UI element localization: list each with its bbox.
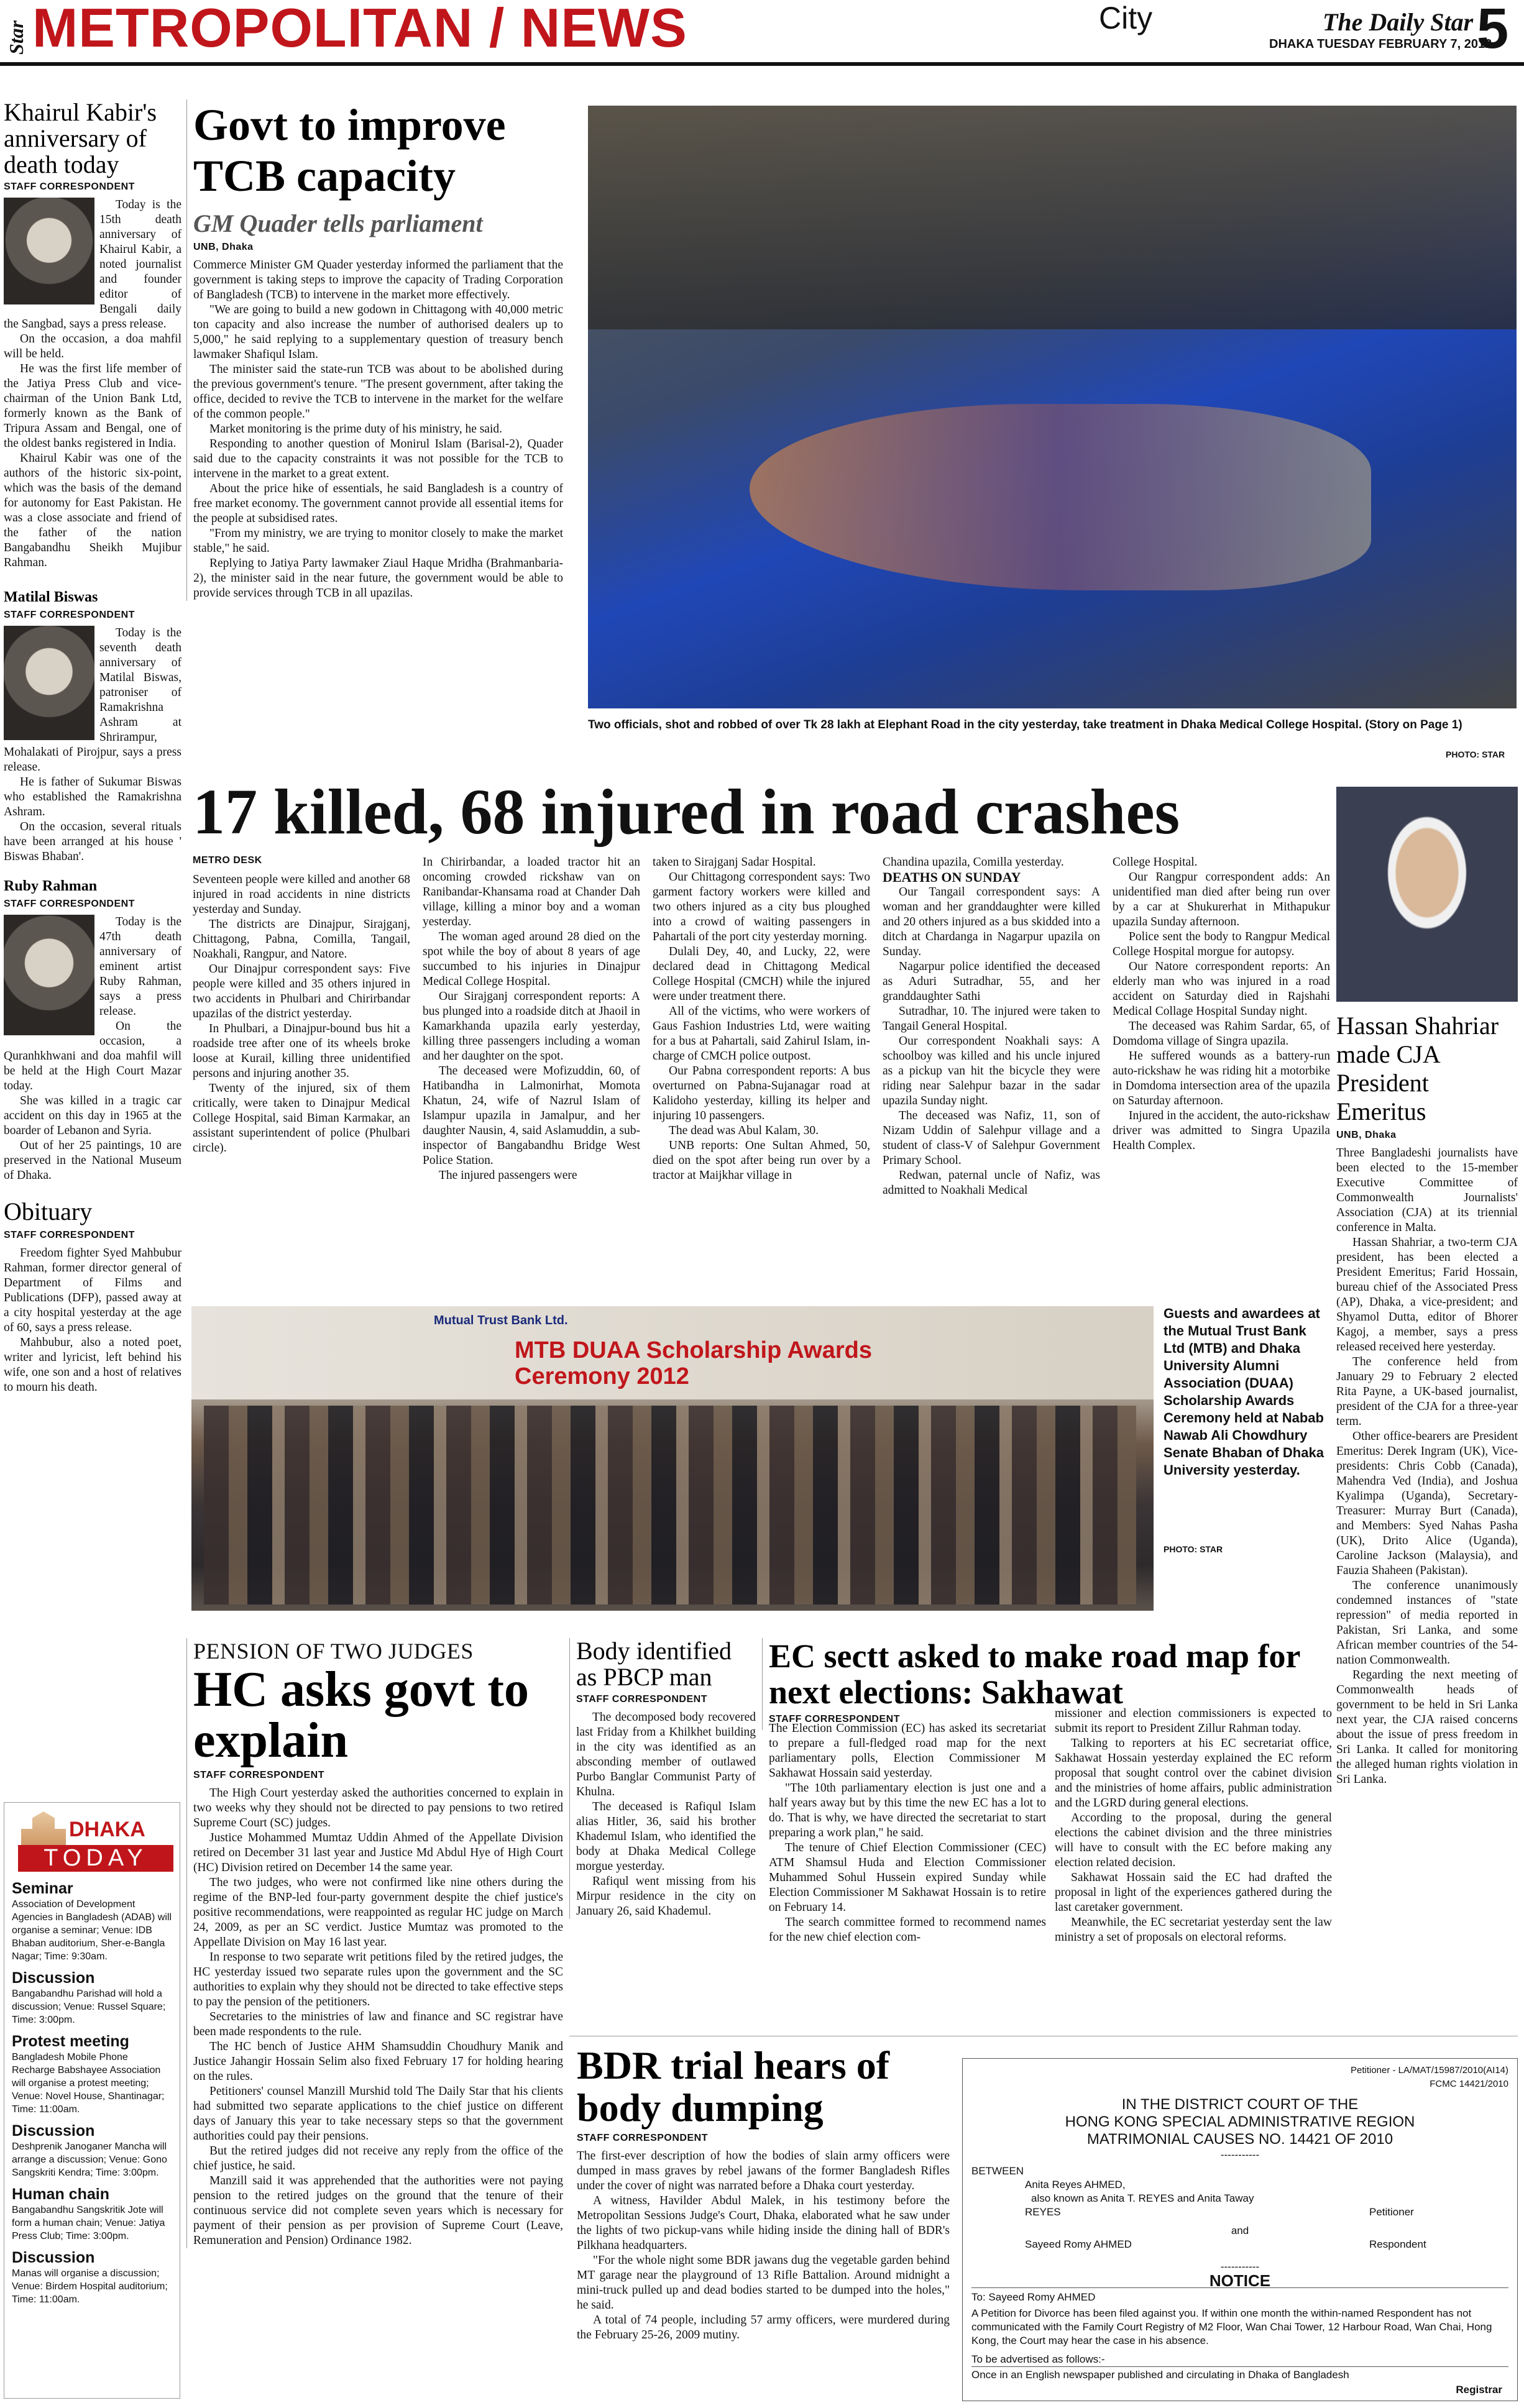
respondent-name: Sayeed Romy AHMED (1025, 2238, 1132, 2250)
bdr-para: "For the whole night some BDR jawans dug the vegetable garden behind MT garage near the playground of 13 Rifle Battalion. Around midnight a mini-truck pulled up and dead bodies started to be dumped into the holes," he said. (577, 2254, 950, 2312)
section-title: METROPOLITAN / NEWS (32, 0, 687, 58)
matilal-headline: Matilal Biswas (4, 589, 98, 605)
tcb-para: Responding to another question of Monirul Islam (Barisal-2), Quader said due to the capacity constraints it was not possible for the TCB to intervene in the market to a great extent. (193, 437, 563, 480)
hc-headline: HC asks govt to explain (193, 1662, 530, 1768)
ec-para: The search committee formed to recommend names for the new chief election com- (769, 1916, 1046, 1944)
event-type: Discussion (12, 1969, 95, 1987)
body-byline: STAFF CORRESPONDENT (576, 1694, 707, 1705)
dhaka-today-box (4, 1802, 180, 2399)
notice-advertise-detail: Once in an English newspaper published and circulating in Dhaka of Bangladesh (971, 2366, 1508, 2382)
ec-byline: STAFF CORRESPONDENT (769, 1714, 900, 1724)
obituary-para: Freedom fighter Syed Mahbubur Rahman, former director general of Department of Films and Publications (DFP), passed away at a city hospital yesterday at the age of 60, says a press release. (4, 1247, 181, 1334)
notice-court-3: MATRIMONIAL CAUSES NO. 14421 OF 2010 (1086, 2131, 1393, 2148)
notice-advertise: To be advertised as follows:- (971, 2353, 1105, 2365)
event-details: Association of Development Agencies in Bangladesh (ADAB) will organise a seminar; Venue: IDB Bhaban auditorium, Sher-e-Bangla Nagar; Time: 9:30am. (12, 1899, 172, 1962)
crash-para: UNB reports: One Sultan Ahmed, 50, died on the spot after being run over by a tractor at Maijkhar village in (653, 1139, 870, 1182)
notice-between: BETWEEN (971, 2165, 1024, 2177)
notice-dashes2: ----------- (1220, 2261, 1260, 2273)
ec-headline: EC sectt asked to make road map for next elections: Sakhawat (769, 1637, 1300, 1711)
ec-para: The Election Commission (EC) has asked its secretariat to prepare a full-fledged road map for the next parliamentary polls, Election Commissioner M Sakhawat Hossain said yesterday. (769, 1722, 1046, 1780)
scholarship-credit: PHOTO: STAR (1164, 1544, 1223, 1554)
dhaka-today-logo (12, 1811, 172, 1874)
khairul-headline: Khairul Kabir's anniversary of death today (4, 98, 157, 178)
cja-para: Other office-bearers are President Emeritus: Derek Ingram (UK), Vice-presidents: Chris Cobb (Canada), Mahendra Ved (India), and Joshua Kyalimpa (Uganda), Secretary-Treasurer: Murray Burt (Canada), and Members: Syed Nahas Pasha (UK), Drito Alice (Uganda), Caroline Jackson (Malaysia), and Fauzia Shaheen (Pakistan). (1336, 1430, 1518, 1577)
notice-dashes: ----------- (1220, 2149, 1260, 2161)
crash-para: Injured in the accident, the auto-rickshaw driver was admitted to Singra Upazila Health Complex. (1113, 1109, 1330, 1152)
bdr-para: A total of 74 people, including 57 army officers, were murdered during the February 25-26, 2009 mutiny. (577, 2314, 950, 2342)
scholarship-photo (191, 1306, 1154, 1611)
event-type: Seminar (12, 1880, 73, 1897)
bdr-story (577, 2044, 950, 2343)
ruby-headline: Ruby Rahman (4, 878, 98, 894)
crash-para: Chandina upazila, Comilla yesterday. (883, 856, 1064, 869)
hc-kicker: PENSION OF TWO JUDGES (193, 1639, 474, 1664)
crash-column (653, 855, 870, 1183)
bdr-para: A witness, Havilder Abdul Malek, in his testimony before the Metropolitan Sessions Judge's Court, Dhaka, elaborated what he saw under the lights of two pickup-vans while hiding inside the dining hall of BDR's Pilkhana headquarters. (577, 2194, 950, 2252)
hc-para: The two judges, who were not confirmed like nine others during the regime of the BNP-led four-party government despite the chief justice's positive recommendations, were reappointed as regular HC judge on March 24, 2009, as per an SC verdict. Justice Mumtaz was promoted to the Appellate Division on May 16 last year. (193, 1876, 563, 1949)
photo-banner (191, 1306, 1154, 1399)
masthead-rule (0, 62, 1524, 66)
respondent-label: Respondent (1369, 2238, 1426, 2250)
body-para: Rafiqul went missing from his Mirpur residence in the city on January 26, said Khademul. (576, 1875, 756, 1918)
crash-para: The districts are Dinajpur, Sirajganj, Chittagong, Pabna, Comilla, Tangail, Noakhali, Rangpur, and Natore. (193, 918, 410, 961)
crash-story-body (193, 855, 1330, 1284)
photo-people (204, 1406, 1136, 1605)
crash-para: Redwan, paternal uncle of Nafiz, was admitted to Noakhali Medical (883, 1169, 1100, 1197)
matilal-para: On the occasion, several rituals have been arranged at his house ' Biswas Bhaban'. (4, 820, 181, 863)
crash-column (193, 872, 410, 1156)
hc-para: The HC bench of Justice AHM Shamsuddin Choudhury Manik and Justice Jahangir Hossain Selim also fixed February 17 for holding hearing on the rules. (193, 2040, 563, 2083)
khairul-byline: STAFF CORRESPONDENT (4, 181, 135, 192)
cja-story (1336, 787, 1518, 1787)
crash-column (883, 855, 1100, 1198)
event-details: Manas will organise a discussion; Venue: Birdem Hospital auditorium; Time: 11:00am. (12, 2268, 168, 2305)
crash-para: College Hospital. (1113, 856, 1198, 869)
ec-para: The tenure of Chief Election Commissioner (CEC) ATM Shamsul Huda and Election Commissioner Muhammed Sohul Hussein expired Sunday while Election Commissioner M Sakhawat Hossain is to retire on February 14. (769, 1841, 1046, 1914)
hc-para: Justice Mohammed Mumtaz Uddin Ahmed of the Appellate Division retired on December 31 last year and Justice Md Abdul Hye of High Court (HC) Division retired on December 14 the same year. (193, 1831, 563, 1874)
dhaka-today-title-bottom: TODAY (18, 1845, 173, 1872)
tcb-para: Commerce Minister GM Quader yesterday informed the parliament that the government is taking steps to improve the capacity of Trading Corporation of Bangladesh (TCB) to intervene in the market more effectively. (193, 259, 563, 301)
khairul-para: Khairul Kabir was one of the authors of the historic six-point, which was the basis of the demand for autonomy for East Pakistan. He was a close associate and friend of the father of the nation Bangabandhu Sheikh Mujibur Rahman. (4, 452, 181, 569)
paper-name: The Daily Star (1323, 8, 1474, 36)
notice-court-2: HONG KONG SPECIAL ADMINISTRATIVE REGION (1065, 2113, 1415, 2130)
notice-and: and (1231, 2225, 1249, 2236)
banner-title: MTB DUAA Scholarship Awards Ceremony 2012 (515, 1337, 873, 1389)
obituary-byline: STAFF CORRESPONDENT (4, 1230, 135, 1240)
obituary-headline: Obituary (4, 1197, 93, 1225)
tcb-subhead: GM Quader tells parliament (193, 209, 483, 237)
ec-story (762, 1637, 1334, 1944)
event-details: Bangladesh Mobile Phone Recharge Babshayee Association will organise a protest meeting; Venue: Novel House, Shantinagar; Time: 11:00am. (12, 2052, 165, 2115)
body-para: The decomposed body recovered last Friday from a Khilkhet building in the city was identified as an absconding member of outlawed Purbo Banglar Communist Party of Khulna. (576, 1711, 756, 1798)
bdr-para: The first-ever description of how the bodies of slain army officers were dumped in mass graves by rebel jawans of the former Bangladesh Rifles under the cover of night was narrated before a Dhaka court yesterday. (577, 2149, 950, 2192)
crash-para: Nagarpur police identified the deceased as Aduri Sutradhar, 55, and her granddaughter Sathi (883, 960, 1100, 1003)
bdr-headline: BDR trial hears of body dumping (577, 2043, 890, 2130)
cja-para: The conference unanimously condemned instances of "state repression" of media reported in Pakistan, Sri Lanka, and some African member countries of the 54-nation Commonwealth. (1336, 1579, 1518, 1667)
khairul-para: Today is the 15th death anniversary of Khairul Kabir, a noted journalist and founder editor of Bengali daily the Sangbad, says a press release. (4, 198, 181, 331)
hc-para: In response to two separate writ petitions filed by the retired judges, the HC yesterday issued two separate rules upon the government and the SC authorities to explain why they should not be directed to take effective steps to pay the pension of the petitioners. (193, 1951, 563, 2008)
ec-para: "The 10th parliamentary election is just one and a half years away but by this time the new EC has a lot to do. That is why, we have directed the secretariat to start preparing a work plan," he said. (769, 1782, 1046, 1839)
notice-body: A Petition for Divorce has been filed against you. If within one month the within-named Respondent has not communicated with the Family Court Registry of M2 Floor, Wan Chai Tower, 12 Harbour Road, Wan Chai, Hong Kong, the Court may hear the case in his absence. (971, 2307, 1492, 2346)
ruby-portrait (4, 915, 94, 1035)
event-type: Discussion (12, 2122, 95, 2140)
crash-para: In Phulbari, a Dinajpur-bound bus hit a roadside tree after one of its wheels broke loose at Kurail, killing three unidentified persons and injuring another 35. (193, 1022, 410, 1080)
cja-para: Hassan Shahriar, a two-term CJA president, has been elected a President Emeritus; Farid Hossain, bureau chief of the Associated Press (AP), Dhaka, a vice-president; and Shyamol Dutta, editor of Bhorer Kagoj, a member, says a press released received here yesterday. (1336, 1236, 1518, 1353)
crash-para: Our Natore correspondent reports: An elderly man who was injured in a road accident on Saturday died in Rajshahi Medical Collage Hospital Sunday night. (1113, 960, 1330, 1018)
hc-para: But the retired judges did not receive any reply from the office of the chief justice, he said. (193, 2145, 563, 2172)
tcb-para: Replying to Jatiya Party lawmaker Ziaul Haque Mridha (Brahmanbaria-2), the minister said in the near future, the government would be able to provide services through TCB in all upazilas. (193, 557, 563, 600)
tcb-para: Market monitoring is the prime duty of his ministry, he said. (209, 423, 503, 436)
hc-story (186, 1638, 563, 2248)
body-story (569, 1638, 756, 1919)
notice-title: NOTICE (971, 2274, 1508, 2288)
hc-byline: STAFF CORRESPONDENT (193, 1770, 324, 1780)
page-number: 5 (1477, 0, 1509, 60)
petitioner-aka2: REYES (1025, 2206, 1061, 2218)
cja-para: Regarding the next meeting of Commonwealth heads of government to be held in Sri Lanka next year, the CJA raised concerns about the issue of press freedom in Sri Lanka. It called for monitoring the alleged human rights violation in Sri Lanka. (1336, 1669, 1518, 1786)
photo-figure (750, 404, 1371, 590)
hc-para: The High Court yesterday asked the authorities concerned to explain in two weeks why they should not be directed to pay pensions to two retired Supreme Court (SC) judges. (193, 1787, 563, 1829)
ruby-byline: STAFF CORRESPONDENT (4, 899, 135, 909)
hc-para: Secretaries to the ministries of law and finance and SC registrar have been made respondents to the rule. (193, 2010, 563, 2038)
khairul-portrait (4, 198, 94, 304)
notice-court-1: IN THE DISTRICT COURT OF THE (1121, 2096, 1359, 2113)
crash-para: taken to Sirajganj Sadar Hospital. (653, 856, 816, 869)
ec-para: According to the proposal, during the general elections the cabinet division and the three ministries will have to consult with the EC before making any election related decision. (1055, 1811, 1332, 1869)
crash-para: The injured passengers were (439, 1169, 577, 1182)
crash-para: Our Sirajganj correspondent reports: A bus plunged into a roadside ditch at Jhaoil in Kamarkhanda upazila early yesterday, killing three passengers including a woman and her daughter on the spot. (423, 990, 640, 1063)
ec-para: missioner and election commissioners is expected to submit its report to President Zillur Rahman today. (1055, 1707, 1332, 1735)
tcb-para: "We are going to build a new godown in Chittagong with 40,000 metric ton capacity and also increase the number of authorised dealers up to 5,000," he said replying to a supplementary question of treasury bench lawmaker Shafiqul Islam. (193, 303, 563, 361)
ec-col1 (769, 1721, 1046, 1945)
petitioner-label: Petitioner (1369, 2206, 1414, 2218)
crash-para: Our Dinajpur correspondent says: Five people were killed and 35 others injured in two accidents in Phulbari and Chirirbandar upazilas of the district yesterday. (193, 963, 410, 1020)
cja-headline: Hassan Shahriar made CJA President Emeritus (1336, 1012, 1499, 1125)
section-tag: City (1099, 1, 1153, 35)
crash-para: Sutradhar, 10. The injured were taken to Tangail General Hospital. (883, 1005, 1100, 1033)
crash-para: Our Tangail correspondent says: A woman and her granddaughter were killed and 20 others injured as a bus skidded into a ditch at Chardanga in Nagarpur upazila on Sunday. (883, 886, 1100, 958)
matilal-byline: STAFF CORRESPONDENT (4, 610, 135, 620)
crash-para: The deceased was Rahim Sardar, 65, of Domdoma village of Singra upazila. (1113, 1020, 1330, 1048)
scholarship-caption: Guests and awardees at the Mutual Trust Bank Ltd (MTB) and Dhaka University Alumni Association (DUAA) Scholarship Awards Ceremony held at Nabab Nawab Ali Chowdhury Senate Bhaban of Dhaka University yesterday. (1164, 1306, 1324, 1478)
petitioner-aka: also known as Anita T. REYES and Anita Taway (1031, 2192, 1254, 2204)
khairul-para: On the occasion, a doa mahfil will be held. (4, 332, 181, 360)
tcb-para: About the price hike of essentials, he said Bangladesh is a country of free market economy. The government cannot provide all essential items for the people at subsidised rates. (193, 482, 563, 525)
hospital-photo-caption: Two officials, shot and robbed of over Tk 28 lakh at Elephant Road in the city yesterday, take treatment in Dhaka Medical College Hospital. (Story on Page 1) (588, 718, 1462, 731)
crash-para: The woman aged around 28 died on the spot while the boy of about 8 years of age succumbed to his injuries in Dinajpur Medical College Hospital. (423, 930, 640, 988)
hospital-photo (588, 106, 1517, 708)
paper-logo-mark: Star (5, 20, 27, 55)
matilal-para: Today is the seventh death anniversary of Matilal Biswas, patroniser of Ramakrishna Ashram at Shrirampur, Mohalakati of Pirojpur, says a press release. (4, 626, 181, 774)
crash-para: Police sent the body to Rangpur Medical College Hospital morgue for autopsy. (1113, 930, 1330, 958)
ec-para: Sakhawat Hossain said the EC had drafted the proposal in light of the experiences gathered during the last caretaker government. (1055, 1871, 1332, 1914)
crash-para: DEATHS ON SUNDAY (883, 869, 1021, 885)
notice-signature: Registrar (1456, 2384, 1502, 2396)
tcb-para: The minister said the state-run TCB was about to be abolished during the previous government's tenure. "The present government, after taking the office, decided to revive the TCB to intervene in the market for the welfare of the common people." (193, 363, 563, 421)
notice-petitioner (971, 2178, 1508, 2219)
body-para: The deceased is Rafiqul Islam alias Hitler, 36, said his brother Khademul Islam, who identified the body at Dhaka Medical College morgue yesterday. (576, 1800, 756, 1873)
dhaka-today-events (12, 1880, 172, 2306)
body-headline: Body identified as PBCP man (576, 1637, 732, 1691)
notice-to: To: Sayeed Romy AHMED (971, 2291, 1096, 2303)
ec-col2 (1055, 1706, 1332, 1945)
hc-para: Manzill said it was apprehended that the authorities were not paying pension to the retired judges on the ground that the tenure of their continuous service did not complete seven years which is necessary for payment of their pension as per provision of Supreme Court (Leave, Remuneration and Pension) Ordinance 1982. (193, 2174, 563, 2247)
petitioner-name: Anita Reyes AHMED, (1025, 2179, 1126, 2191)
crash-column (423, 855, 640, 1183)
ruby-para: Today is the 47th death anniversary of eminent artist Ruby Rahman, says a press release. (99, 915, 181, 1018)
notice-fcmc: FCMC 14421/2010 (1430, 2079, 1508, 2089)
tcb-headline: Govt to improve TCB capacity (193, 100, 506, 201)
crash-byline: METRO DESK (193, 855, 262, 866)
ruby-para: Out of her 25 paintings, 10 are preserved in the National Museum of Dhaka. (4, 1139, 181, 1182)
masthead (0, 0, 1524, 68)
crash-para: Our Pabna correspondent reports: A bus overturned on Pabna-Sujanagar road at Kalidoho yesterday, killing its helper and injuring 10 passengers. (653, 1064, 870, 1122)
notice-respondent (971, 2238, 1508, 2254)
crash-para: The deceased was Nafiz, 11, son of Nizam Uddin of Salehpur village and a student of class-V of Salehpur Government Primary School. (883, 1109, 1100, 1167)
obituary-para: Mahbubur, also a noted poet, writer and lyricist, left behind his wife, one son and a host of relatives to mourn his death. (4, 1336, 181, 1394)
cja-para: Three Bangladeshi journalists have been elected to the 15-member Executive Committee of Commonwealth Journalists' Association (CJA) at its triennial conference in Malta. (1336, 1147, 1518, 1234)
event-details: Bangabandhu Parishad will hold a discussion; Venue: Russel Square; Time: 3:00pm. (12, 1989, 166, 2025)
hassan-portrait (1336, 787, 1518, 1002)
crash-headline: 17 killed, 68 injured in road crashes (193, 776, 1180, 848)
tcb-byline: UNB, Dhaka (193, 242, 254, 252)
crash-para: Our correspondent Noakhali says: A schoolboy was killed and his uncle injured as a pickup van hit the bicycle they were riding near Salehpur bazar in the sadar upazila Sunday night. (883, 1035, 1100, 1107)
court-notice (962, 2058, 1518, 2401)
tcb-para: "From my ministry, we are trying to monitor closely to make the market stable," he said. (193, 527, 563, 555)
tcb-story (186, 99, 563, 601)
hospital-photo-credit: PHOTO: STAR (1446, 749, 1505, 759)
matilal-para: He is father of Sukumar Biswas who established the Ramakrishna Ashram. (4, 776, 181, 818)
khairul-para: He was the first life member of the Jatiya Press Club and vice-chairman of the Union Bank Ltd, formerly known as the Bank of Tripura Assam and Bengal, one of the oldest banks registered in India. (4, 362, 181, 450)
left-column (4, 99, 181, 1395)
ec-para: Meanwhile, the EC secretariat yesterday sent the law ministry a set of proposals on electoral reforms. (1055, 1916, 1332, 1944)
photo-crowd (588, 106, 1517, 329)
crash-para: The dead was Abul Kalam, 30. (669, 1124, 819, 1137)
crash-para: Seventeen people were killed and another 68 injured in road accidents in nine districts yesterday and Sunday. (193, 873, 410, 916)
notice-ref: Petitioner - LA/MAT/15987/2010(AI14) (1350, 2065, 1508, 2076)
event-type: Protest meeting (12, 2033, 129, 2050)
crash-para: In Chirirbandar, a loaded tractor hit an oncoming crowded rickshaw van on Ranibandar-Khansama road at Chander Dah village, killing a minor boy and a woman yesterday. (423, 856, 640, 928)
cja-byline: UNB, Dhaka (1336, 1130, 1397, 1140)
dhaka-today-title-top: DHAKA (69, 1818, 145, 1841)
banner-sponsor: Mutual Trust Bank Ltd. (434, 1314, 568, 1327)
cja-para: The conference held from January 29 to February 2 elected Rita Payne, a UK-based journalist, president of the CJA for a three-year term. (1336, 1355, 1518, 1428)
event-type: Discussion (12, 2249, 95, 2266)
event-details: Deshprenik Janoganer Mancha will arrange a discussion; Venue: Gono Sangskriti Kendra; Time: 3:00pm. (12, 2141, 167, 2178)
crash-para: Our Rangpur correspondent adds: An unidentified man died after being run over by a car at Shukurerhat in Mithapukur upazila Sunday afternoon. (1113, 871, 1330, 928)
hc-para: Petitioners' counsel Manzill Murshid told The Daily Star that his clients had submitted two separate applications to the chief justice on different days of January this year to take necessary steps so that the government authorities could pay their pensions. (193, 2085, 563, 2143)
crash-para: Dulali Dey, 40, and Lucky, 22, were declared dead in Chittagong Medical College Hospital (CMCH) while the injured were under treatment there. (653, 945, 870, 1003)
ruby-para: On the occasion, a Quranhkhwani and doa mahfil will be held at the High Court Mazar today. (4, 1020, 181, 1092)
crash-para: All of the victims, who were workers of Gaus Fashion Industries Ltd, were waiting for a bus at Pahartali, said Zahirul Islam, in-charge of CMCH police outpost. (653, 1005, 870, 1063)
ec-para: Talking to reporters at his EC secretariat office, Sakhawat Hossain yesterday explained the EC reform proposal that sought control over the cabinet division and the ministries of home affairs, public administration and the LGRD during general elections. (1055, 1737, 1332, 1810)
dateline: DHAKA TUESDAY FEBRUARY 7, 2012 (1269, 37, 1492, 51)
matilal-portrait (4, 626, 94, 740)
ruby-para: She was killed in a tragic car accident on this day in 1965 at the boarder of Lebanon and Syria. (4, 1094, 181, 1137)
event-details: Bangabandhu Sangskritik Jote will form a human chain; Venue: Jatiya Press Club; Time: 3:00pm. (12, 2205, 165, 2241)
bdr-byline: STAFF CORRESPONDENT (577, 2133, 708, 2143)
crash-para: The deceased were Mofizuddin, 60, of Hatibandha in Lalmonirhat, Momota Khatun, 24, wife of Nazrul Islam of Islampur upazila in Jamalpur, and her daughter Nausin, 4, said Aslamuddin, a sub-inspector of Bangabandhu Bridge West Police Station. (423, 1064, 640, 1167)
crash-column (1113, 855, 1330, 1153)
crash-para: Our Chittagong correspondent says: Two garment factory workers were killed and two others injured as a city bus ploughed into a crowd of waiting passengers in Pahartali of the port city yesterday morning. (653, 871, 870, 943)
event-type: Human chain (12, 2186, 109, 2203)
crash-para: He suffered wounds as a battery-run auto-rickshaw he was riding hit a motorbike in Domdoma intersection area of the upazila on Saturday afternoon. (1113, 1050, 1330, 1107)
crash-para: Twenty of the injured, six of them critically, were taken to Dinajpur Medical College Hospital, said Biman Karmakar, an assistant superintendent of police (Phulbari circle). (193, 1082, 410, 1155)
